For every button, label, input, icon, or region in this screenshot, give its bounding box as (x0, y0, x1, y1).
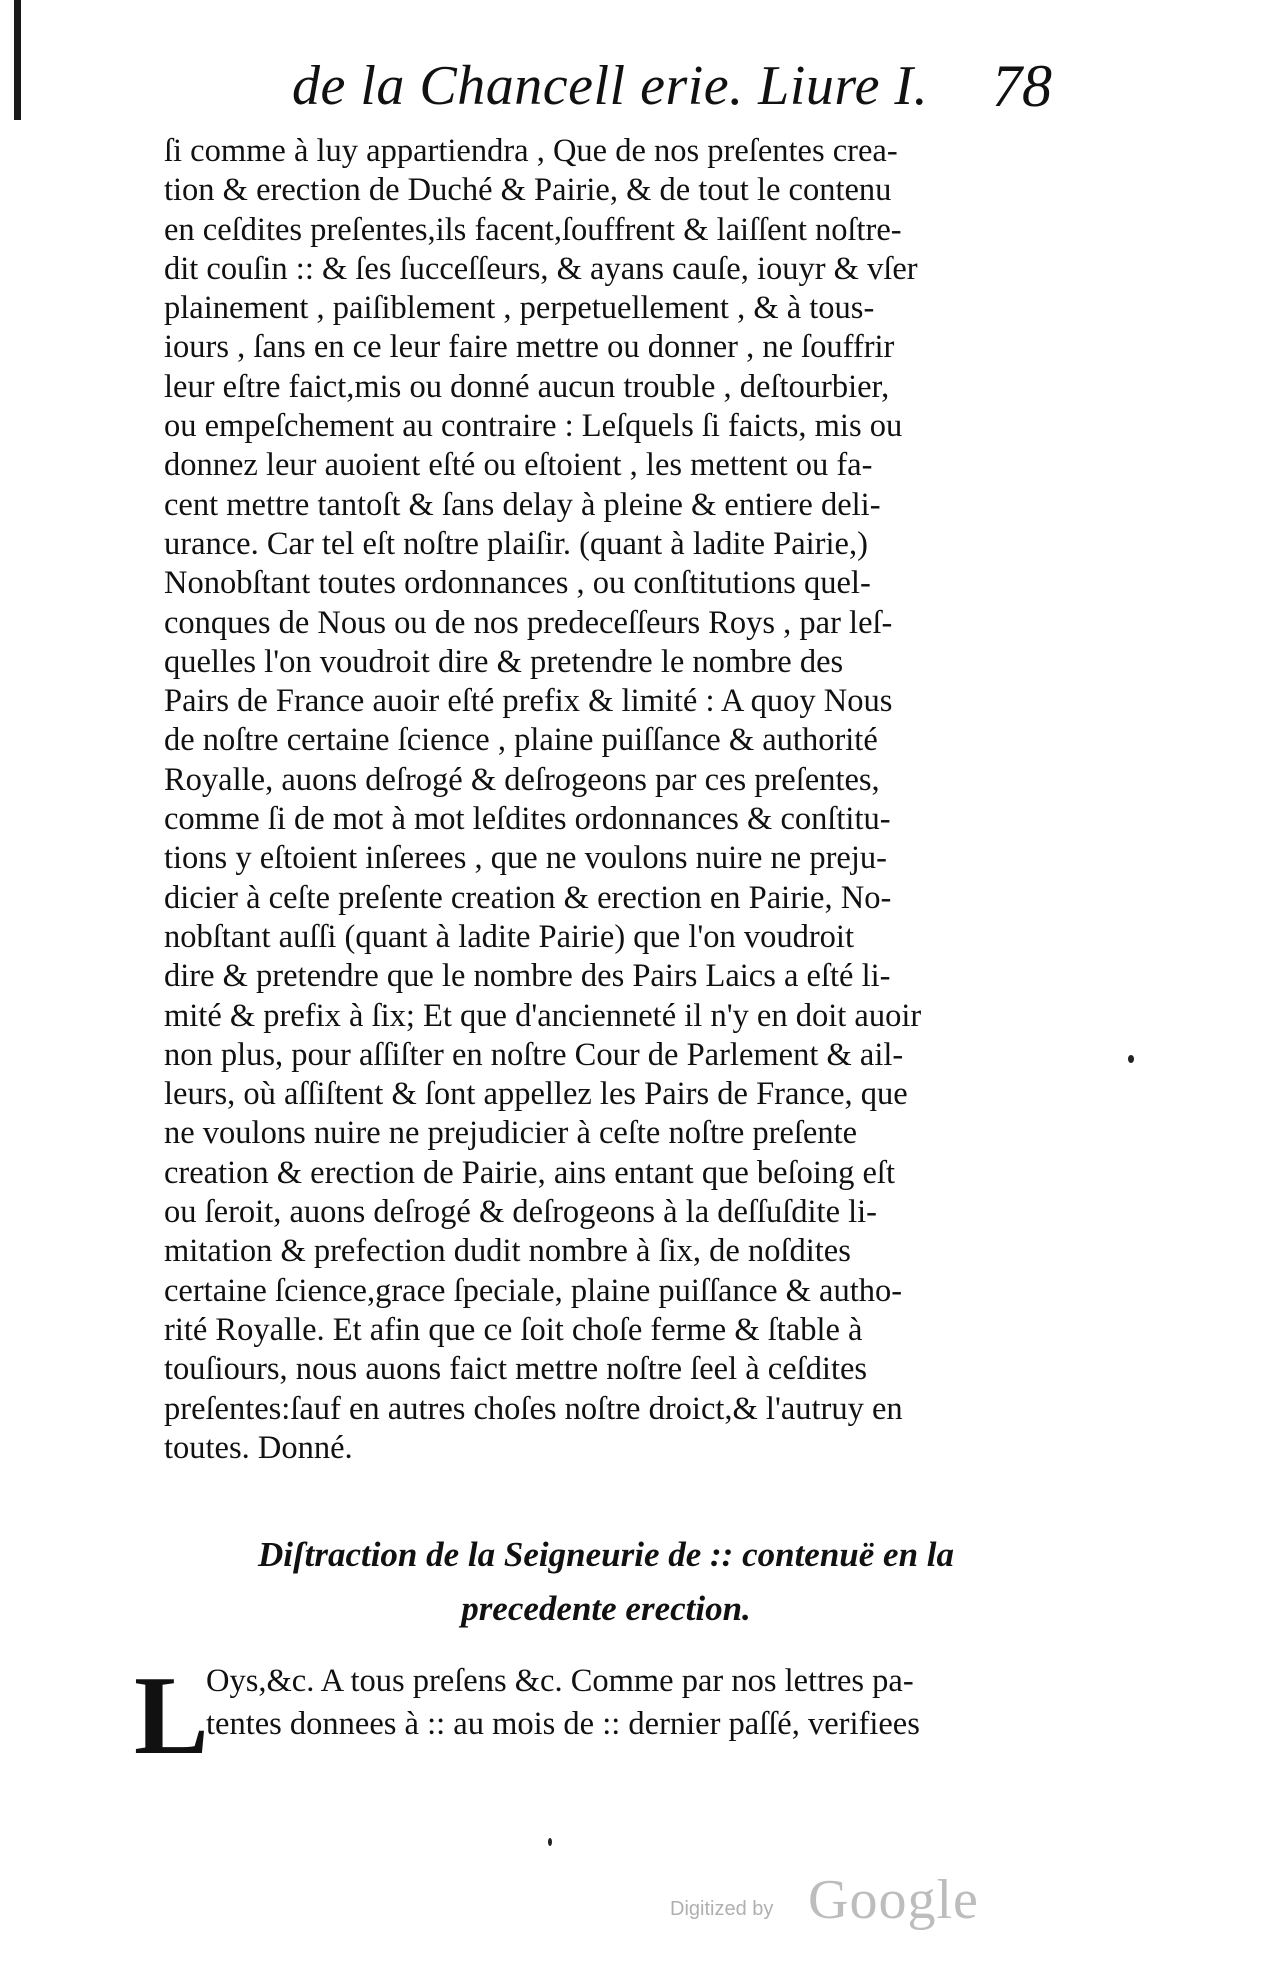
text-line: Nonobſtant toutes ordonnances , ou conſtitutions quel- (164, 565, 871, 602)
text-line: Oys,&c. A tous preſens &c. Comme par nos lettres pa- (206, 1663, 914, 1699)
running-title: de la Chancell erie. Liure I. (292, 55, 929, 117)
text-line: leurs, où aſſiſtent & ſont appellez les Pairs de France, que (164, 1076, 908, 1113)
text-line: Royalle, auons deſrogé & deſrogeons par ces preſentes, (164, 761, 880, 798)
text-line: ou ſeroit, auons deſrogé & deſrogeons à la deſſuſdite li- (164, 1194, 878, 1231)
text-line: tion & erection de Duché & Pairie, & de tout le contenu (164, 172, 892, 209)
text-line: non plus, pour aſſiſter en noſtre Cour de Parlement & ail- (164, 1036, 904, 1073)
text-line: dicier à ceſte preſente creation & erection en Pairie, No- (164, 879, 892, 916)
text-line: plainement , paiſiblement , perpetuellement , & à tous- (164, 290, 875, 327)
text-line: tentes donnees à :: au mois de :: dernier paſſé, verifiees (206, 1706, 920, 1742)
watermark-brand: Google (808, 1869, 979, 1931)
text-line: iours , ſans en ce leur faire mettre ou donner , ne ſouffrir (164, 329, 895, 366)
text-line: comme ſi de mot à mot leſdites ordonnances & conſtitu- (164, 801, 891, 838)
text-line: donnez leur auoient eſté ou eſtoient , les mettent ou fa- (164, 447, 873, 484)
text-line: dire & pretendre que le nombre des Pairs Laics a eſté li- (164, 958, 891, 995)
next-section (134, 1654, 1042, 1778)
text-line: touſiours, nous auons faict mettre noſtre ſeel à ceſdites (164, 1351, 868, 1388)
running-head (292, 50, 1052, 122)
text-line: mitation & prefection dudit nombre à ſix, de noſdites (164, 1233, 851, 1270)
text-line: mité & prefix à ſix; Et que d'ancienneté il n'y en doit auoir (164, 997, 922, 1034)
text-line: tions y eſtoient inſerees , que ne voulons nuire ne preju- (164, 840, 887, 877)
text-line: rité Royalle. Et afin que ce ſoit choſe ferme & ſtable à (164, 1311, 863, 1348)
text-line: toutes. Donné. (164, 1429, 353, 1466)
page-number: 78 (992, 53, 1052, 119)
text-line: de noſtre certaine ſcience , plaine puiſſance & authorité (164, 722, 878, 759)
text-line: dit couſin :: & ſes ſucceſſeurs, & ayans cauſe, iouyr & vſer (164, 250, 918, 287)
text-line: urance. Car tel eſt noſtre plaiſir. (quant à ladite Pairie,) (164, 525, 868, 562)
text-line: creation & erection de Pairie, ains entant que beſoing eſt (164, 1154, 895, 1191)
watermark-prefix: Digitized by (670, 1898, 774, 1920)
text-line: certaine ſcience,grace ſpeciale, plaine puiſſance & autho- (164, 1272, 903, 1309)
text-line: en ceſdites preſentes,ils facent,ſouffrent & laiſſent noſtre- (164, 211, 902, 248)
text-line: conques de Nous ou de nos predeceſſeurs Roys , par leſ- (164, 604, 893, 641)
text-line: ſi comme à luy appartiendra , Que de nos preſentes crea- (164, 133, 898, 169)
ink-speck (548, 1838, 552, 1846)
text-line: Pairs de France auoir eſté prefix & limité : A quoy Nous (164, 683, 893, 720)
text-line: cent mettre tantoſt & ſans delay à pleine & entiere deli- (164, 486, 881, 523)
next-section-text (206, 1660, 1042, 1746)
section-heading-line-1: Diſtraction de la Seigneurie de :: contenuë en la (257, 1535, 955, 1574)
ink-speck (1128, 1055, 1134, 1063)
text-line: preſentes:ſauf en autres choſes noſtre droict,& l'autruy en (164, 1390, 903, 1427)
drop-cap: L (134, 1654, 209, 1778)
text-line: nobſtant auſſi (quant à ladite Pairie) que l'on voudroit (164, 918, 854, 955)
scan-edge-rule (14, 0, 21, 120)
text-line: leur eſtre faict,mis ou donné aucun trouble , deſtourbier, (164, 368, 890, 405)
text-line: quelles l'on voudroit dire & pretendre le nombre des (164, 643, 844, 680)
text-line: ou empeſchement au contraire : Leſquels ſi faicts, mis ou (164, 408, 903, 445)
digitization-watermark (670, 1868, 1010, 1932)
body-text (164, 132, 1036, 1468)
section-heading (196, 1528, 1016, 1636)
section-heading-line-2: precedente erection. (461, 1589, 751, 1628)
text-line: ne voulons nuire ne prejudicier à ceſte noſtre preſente (164, 1115, 858, 1152)
